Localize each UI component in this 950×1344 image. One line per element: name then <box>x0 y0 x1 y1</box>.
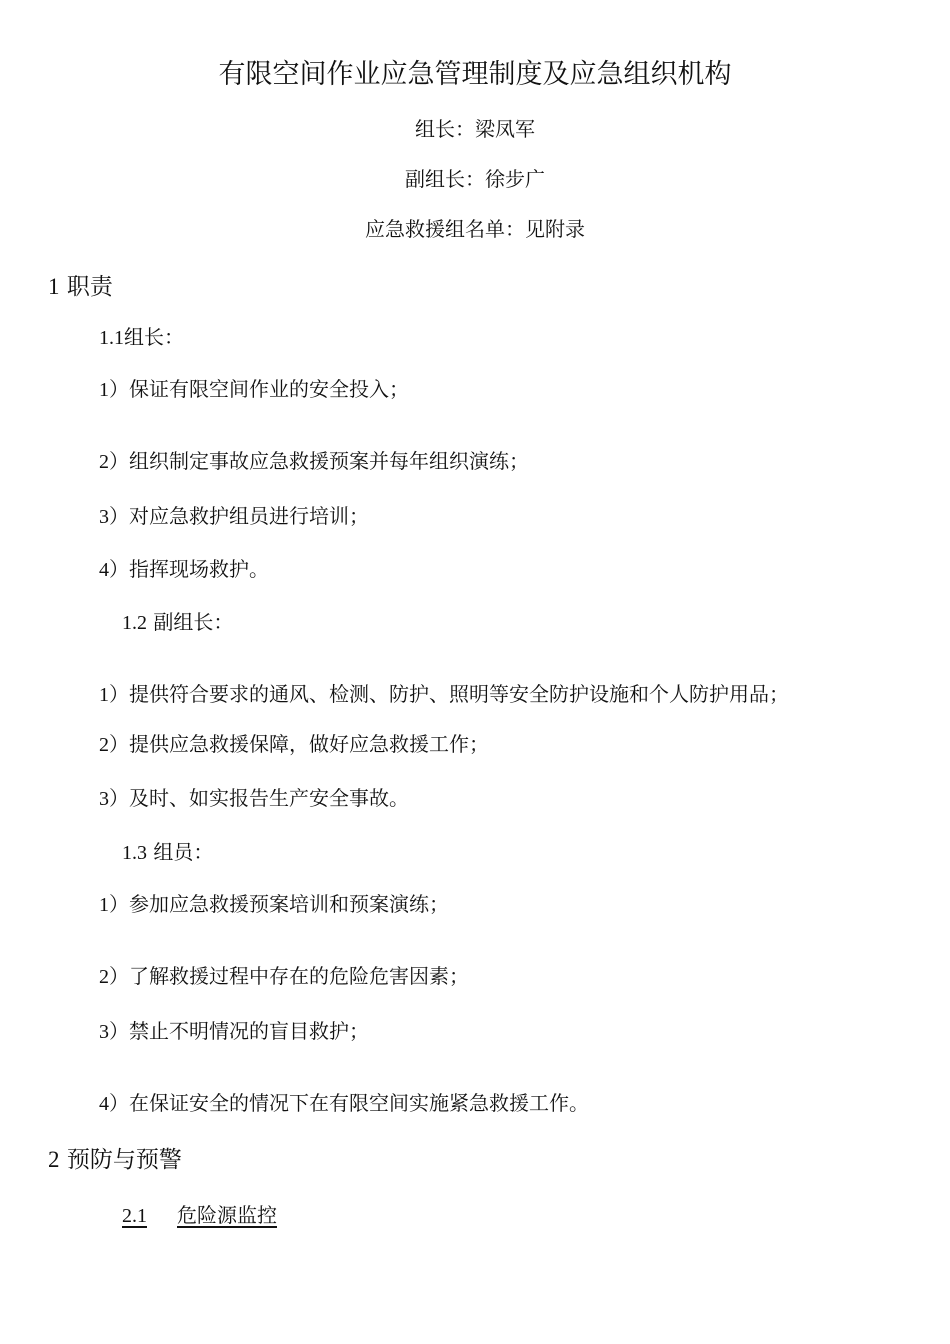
section-1-number: 1 <box>48 274 60 299</box>
list-item-text: 及时、如实报告生产安全事故。 <box>129 786 409 810</box>
list-item-number: 2） <box>99 966 129 988</box>
section-1-label: 职责 <box>66 274 113 300</box>
subsection-2-1-label: 危险源监控 <box>177 1203 277 1227</box>
subsection-1-2-label: 副组长： <box>153 610 234 634</box>
list-item-text: 指挥现场救护。 <box>129 557 269 581</box>
list-item-text: 禁止不明情况的盲目救护； <box>129 1019 369 1043</box>
list-item <box>99 894 449 915</box>
list-item-number: 3） <box>99 1021 129 1043</box>
list-item <box>99 788 409 809</box>
subsection-1-3-heading <box>122 842 213 863</box>
subsection-1-1-heading <box>99 327 184 348</box>
list-item-number: 2） <box>99 734 129 756</box>
list-item <box>99 559 269 580</box>
list-item-text: 提供应急救援保障，做好应急救援工作； <box>129 732 489 756</box>
list-item-text: 组织制定事故应急救援预案并每年组织演练； <box>129 449 529 473</box>
list-item <box>99 1021 369 1042</box>
list-item <box>99 506 369 527</box>
section-2-label: 预防与预警 <box>66 1147 182 1173</box>
document-title: 有限空间作业应急管理制度及应急组织机构 <box>218 59 732 90</box>
list-item-text: 在保证安全的情况下在有限空间实施紧急救援工作。 <box>129 1091 589 1115</box>
list-item-number: 3） <box>99 788 129 810</box>
subsection-1-2-heading <box>122 612 233 633</box>
roster-line: 应急救援组名单：见附录 <box>365 217 585 241</box>
subsection-1-1-label: 组长： <box>124 325 184 349</box>
section-1-heading <box>48 275 113 299</box>
list-item <box>99 1093 589 1114</box>
deputy-leader-line: 副组长：徐步广 <box>405 167 545 191</box>
list-item-text: 保证有限空间作业的安全投入； <box>129 377 409 401</box>
list-item <box>99 684 789 705</box>
list-item-number: 4） <box>99 559 129 581</box>
list-item-number: 1） <box>99 379 129 401</box>
subsection-2-1-heading <box>122 1205 277 1226</box>
list-item-number: 2） <box>99 451 129 473</box>
section-2-heading <box>48 1148 182 1172</box>
list-item-text: 了解救援过程中存在的危险危害因素； <box>129 964 469 988</box>
list-item <box>99 379 409 400</box>
list-item-number: 4） <box>99 1093 129 1115</box>
subsection-2-1-number: 2.1 <box>122 1205 147 1227</box>
list-item-number: 1） <box>99 684 129 706</box>
list-item-number: 3） <box>99 506 129 528</box>
list-item <box>99 451 529 472</box>
subsection-1-3-number: 1.3 <box>122 842 147 864</box>
list-item <box>99 734 489 755</box>
list-item-number: 1） <box>99 894 129 916</box>
subsection-1-1-number: 1.1 <box>99 327 124 349</box>
list-item-text: 提供符合要求的通风、检测、防护、照明等安全防护设施和个人防护用品； <box>129 682 789 706</box>
subsection-1-2-number: 1.2 <box>122 612 147 634</box>
list-item-text: 对应急救护组员进行培训； <box>129 504 369 528</box>
list-item <box>99 966 469 987</box>
leader-line: 组长：梁凤军 <box>415 117 535 141</box>
list-item-text: 参加应急救援预案培训和预案演练； <box>129 892 449 916</box>
subsection-1-3-label: 组员： <box>153 840 214 864</box>
section-2-number: 2 <box>48 1147 60 1172</box>
